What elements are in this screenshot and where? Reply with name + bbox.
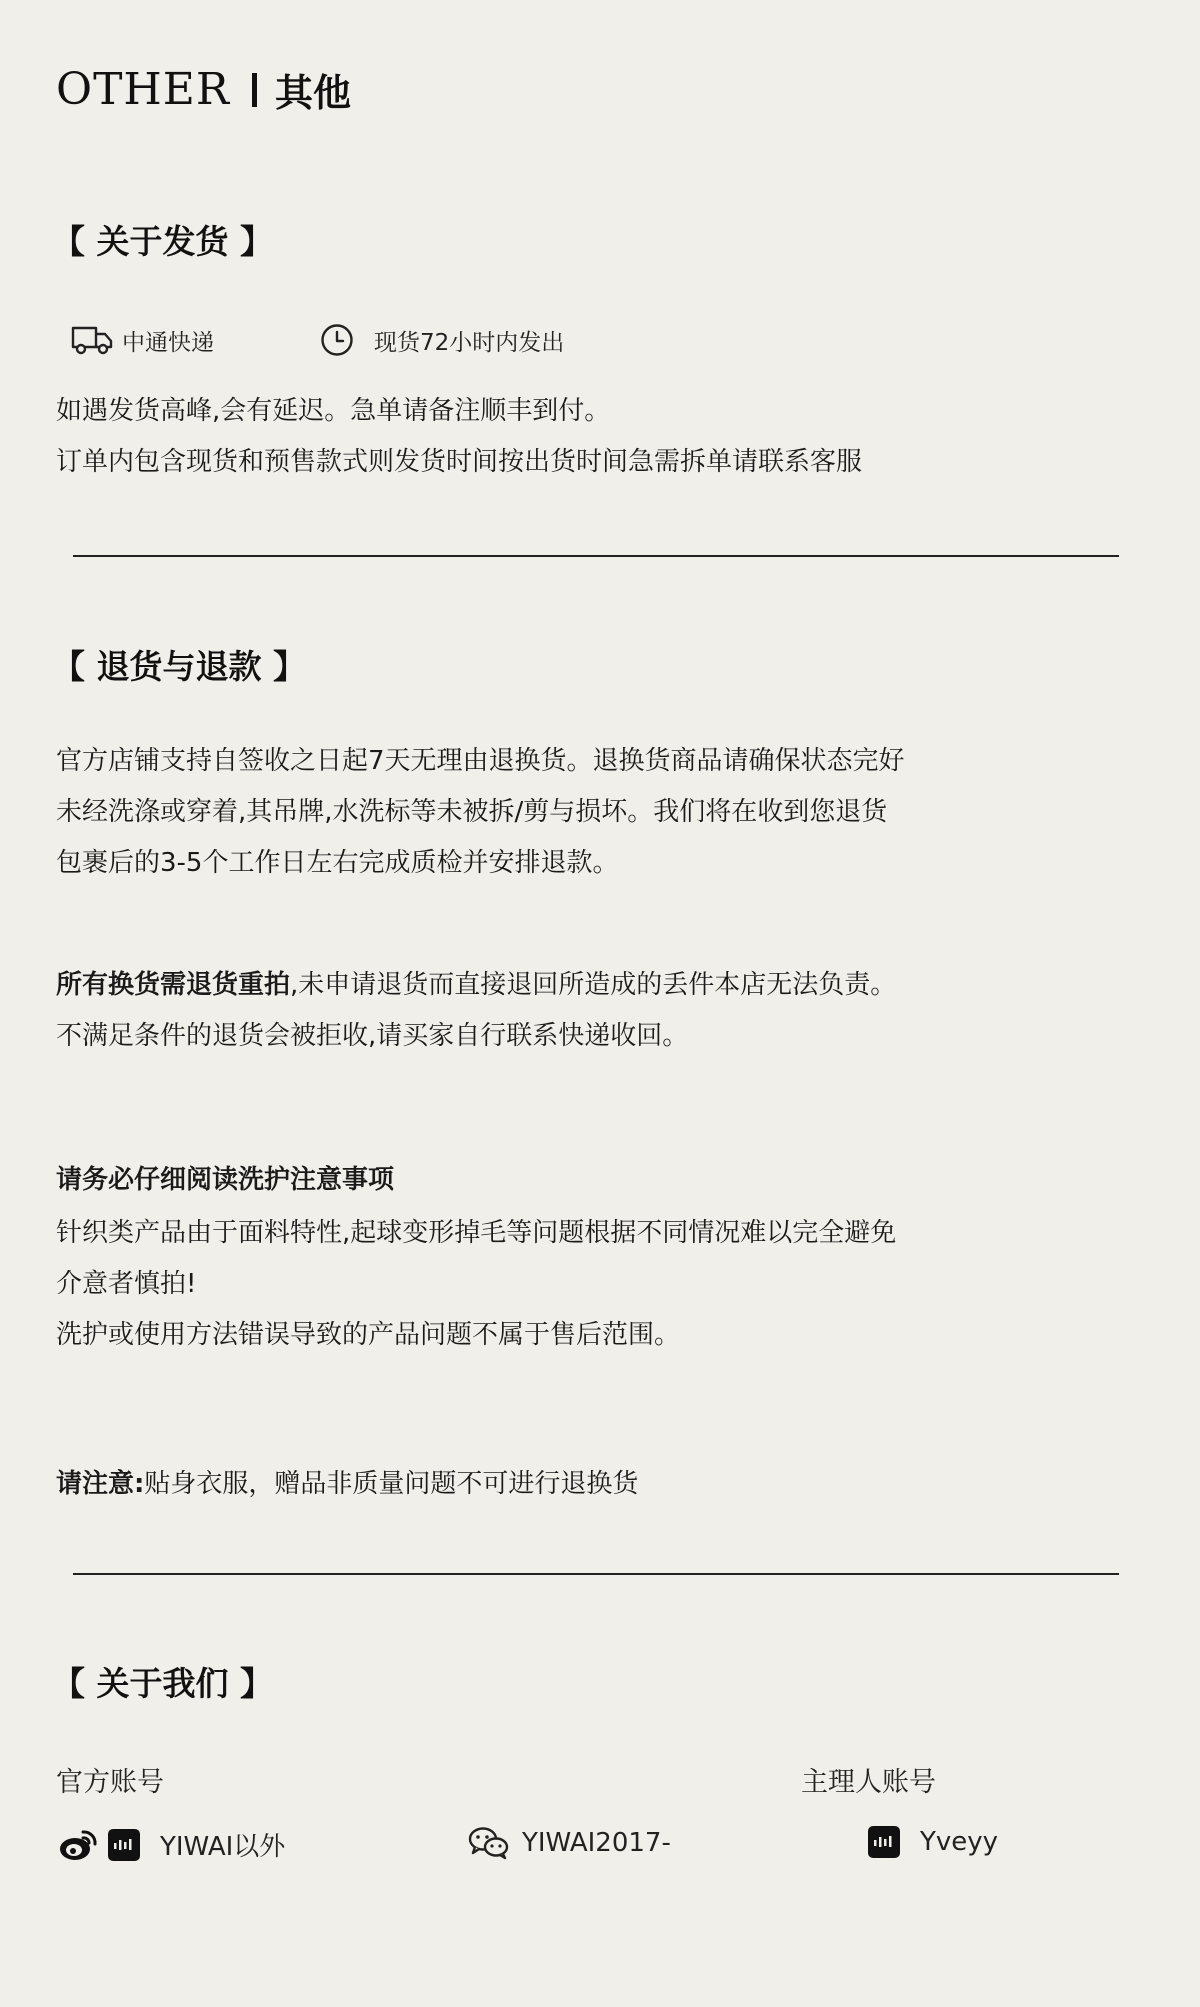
page-title-en: OTHER bbox=[56, 64, 231, 115]
page-title-cn: 其他 bbox=[275, 71, 352, 115]
return-policy-line: 未经洗涤或穿着,其吊牌,水洗标等未被拆/剪与损坏。我们将在收到您退货 bbox=[56, 797, 888, 827]
returns-section-title: 【 退货与退款 】 bbox=[52, 647, 306, 686]
section-divider bbox=[73, 555, 1119, 557]
courier-info bbox=[70, 324, 214, 357]
shipping-info-row bbox=[70, 320, 564, 360]
official-wechat-account[interactable] bbox=[468, 1826, 671, 1860]
account-name: YIWAI2017- bbox=[522, 1828, 671, 1858]
host-accounts-label: 主理人账号 bbox=[801, 1767, 936, 1798]
xiaohongshu-icon bbox=[108, 1829, 140, 1861]
notice-label: 请注意: bbox=[56, 1469, 145, 1499]
shipping-section-title: 【 关于发货 】 bbox=[52, 222, 273, 261]
xiaohongshu-icon bbox=[868, 1826, 900, 1858]
return-policy-line: 官方店铺支持自签收之日起7天无理由退换货。退换货商品请确保状态完好 bbox=[56, 746, 905, 776]
care-title: 请务必仔细阅读洗护注意事项 bbox=[56, 1165, 395, 1195]
care-note-line: 针织类产品由于面料特性,起球变形掉毛等问题根据不同情况难以完全避免 bbox=[56, 1218, 897, 1248]
exchange-policy-text: ,未申请退货而直接退回所造成的丢件本店无法负责。 bbox=[290, 970, 897, 1000]
page-header bbox=[56, 62, 351, 117]
official-accounts-label: 官方账号 bbox=[56, 1767, 164, 1798]
care-notes bbox=[56, 1208, 896, 1361]
care-note-line: 洗护或使用方法错误导致的产品问题不属于售后范围。 bbox=[56, 1320, 681, 1350]
exchange-policy-line: 不满足条件的退货会被拒收,请买家自行联系快递收回。 bbox=[56, 1021, 689, 1051]
exchange-policy bbox=[56, 960, 896, 1062]
courier-name: 中通快递 bbox=[122, 329, 214, 356]
weibo-icon bbox=[58, 1828, 98, 1862]
account-name: Yveyy bbox=[920, 1827, 999, 1857]
return-policy-line: 包裹后的3-5个工作日左右完成质检并安排退款。 bbox=[56, 848, 619, 878]
notice-text: 贴身衣服，赠品非质量问题不可进行退换货 bbox=[144, 1469, 639, 1499]
host-xhs-account[interactable] bbox=[868, 1826, 998, 1858]
exchange-policy-line bbox=[56, 960, 896, 1011]
official-weibo-xhs-account[interactable] bbox=[58, 1826, 285, 1863]
return-policy bbox=[56, 736, 905, 889]
account-name: YIWAI以外 bbox=[160, 1832, 286, 1862]
dispatch-info bbox=[320, 323, 564, 357]
shipping-notes bbox=[56, 386, 862, 488]
title-divider-bar bbox=[252, 73, 257, 107]
dispatch-time: 现货72小时内发出 bbox=[374, 329, 565, 356]
exchange-policy-emphasis: 所有换货需退货重拍 bbox=[56, 970, 291, 1000]
clock-icon bbox=[320, 323, 354, 357]
about-section-title: 【 关于我们 】 bbox=[52, 1664, 273, 1703]
notice-line bbox=[56, 1459, 638, 1510]
shipping-note-line: 如遇发货高峰,会有延迟。急单请备注顺丰到付。 bbox=[56, 396, 611, 426]
shipping-note-line: 订单内包含现货和预售款式则发货时间按出货时间急需拆单请联系客服 bbox=[56, 447, 863, 477]
truck-icon bbox=[70, 324, 114, 356]
wechat-icon bbox=[468, 1826, 510, 1860]
section-divider bbox=[73, 1573, 1119, 1575]
care-note-line: 介意者慎拍! bbox=[56, 1269, 197, 1299]
